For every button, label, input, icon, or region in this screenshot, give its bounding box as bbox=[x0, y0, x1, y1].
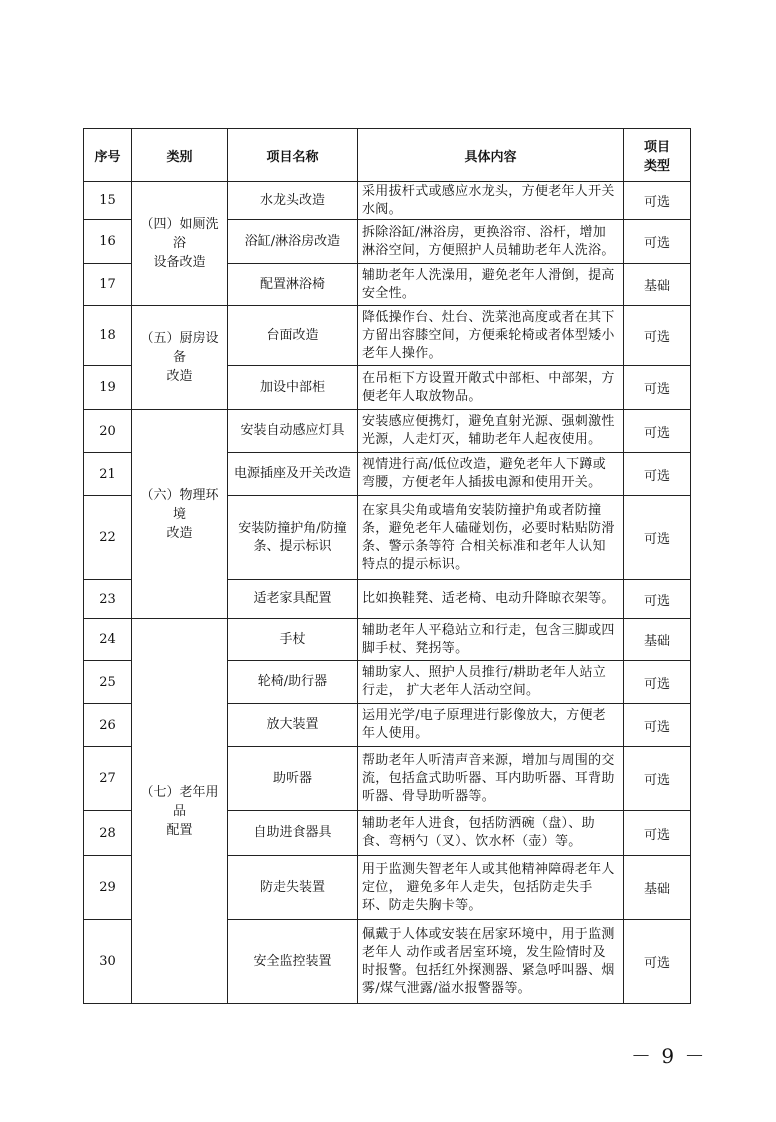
item-content: 运用光学/电子原理进行影像放大，方便老年人使用。 bbox=[358, 704, 624, 747]
item-name: 电源插座及开关改造 bbox=[228, 453, 358, 496]
item-name: 浴缸/淋浴房改造 bbox=[228, 220, 358, 264]
item-type: 可选 bbox=[624, 580, 691, 619]
row-number: 16 bbox=[84, 220, 132, 264]
item-name: 安全监控装置 bbox=[228, 920, 358, 1004]
item-name: 自助进食器具 bbox=[228, 811, 358, 856]
item-type: 可选 bbox=[624, 811, 691, 856]
item-content: 在家具尖角或墙角安装防撞护角或者防撞条，避免老年人磕碰划伤，必要时粘贴防滑条、警示条等符 合相关标准和老年人认知特点的提示标识。 bbox=[358, 496, 624, 580]
table-header-row bbox=[84, 129, 691, 182]
category-cell: （六）物理环境 改造 bbox=[132, 410, 228, 619]
item-type: 可选 bbox=[624, 747, 691, 811]
row-number: 29 bbox=[84, 856, 132, 920]
header-category: 类别 bbox=[132, 129, 228, 182]
item-content: 辅助家人、照护人员推行/耕助老年人站立行走， 扩大老年人活动空间。 bbox=[358, 661, 624, 704]
item-type: 基础 bbox=[624, 264, 691, 306]
item-name: 台面改造 bbox=[228, 306, 358, 366]
row-number: 22 bbox=[84, 496, 132, 580]
category-cell: （五）厨房设备 改造 bbox=[132, 306, 228, 410]
table-row bbox=[84, 306, 691, 366]
item-type: 可选 bbox=[624, 920, 691, 1004]
row-number: 27 bbox=[84, 747, 132, 811]
item-name: 轮椅/助行器 bbox=[228, 661, 358, 704]
item-content: 辅助老年人进食，包括防洒碗（盘）、助食、弯柄勺（叉）、饮水杯（壶）等。 bbox=[358, 811, 624, 856]
item-content: 安装感应便携灯，避免直射光源、强刺激性光源，人走灯灭，辅助老年人起夜使用。 bbox=[358, 410, 624, 453]
item-type: 可选 bbox=[624, 220, 691, 264]
row-number: 21 bbox=[84, 453, 132, 496]
item-type: 可选 bbox=[624, 453, 691, 496]
table-row bbox=[84, 182, 691, 220]
header-content: 具体内容 bbox=[358, 129, 624, 182]
header-name: 项目名称 bbox=[228, 129, 358, 182]
item-content: 用于监测失智老年人或其他精神障碍老年人定位， 避免多年人走失，包括防走失手环、防走失胸卡等。 bbox=[358, 856, 624, 920]
item-name: 水龙头改造 bbox=[228, 182, 358, 220]
item-type: 可选 bbox=[624, 661, 691, 704]
item-content: 帮助老年人听清声音来源，增加与周围的交流，包括盒式助听器、耳内助听器、耳背助听器、骨导助听器等。 bbox=[358, 747, 624, 811]
row-number: 20 bbox=[84, 410, 132, 453]
project-table bbox=[83, 128, 691, 1004]
row-number: 18 bbox=[84, 306, 132, 366]
row-number: 28 bbox=[84, 811, 132, 856]
item-name: 安装防撞护角/防撞条、提示标识 bbox=[228, 496, 358, 580]
header-type: 项目 类型 bbox=[624, 129, 691, 182]
item-name: 适老家具配置 bbox=[228, 580, 358, 619]
item-content: 采用拔杆式或感应水龙头，方便老年人开关水阀。 bbox=[358, 182, 624, 220]
item-content: 拆除浴缸/淋浴房，更换浴帘、浴杆，增加淋浴空间，方便照护人员辅助老年人洗浴。 bbox=[358, 220, 624, 264]
item-name: 助听器 bbox=[228, 747, 358, 811]
item-type: 可选 bbox=[624, 410, 691, 453]
row-number: 25 bbox=[84, 661, 132, 704]
item-name: 手杖 bbox=[228, 619, 358, 661]
item-content: 佩戴于人体或安装在居家环境中，用于监测老年人 动作或者居室环境，发生险情时及时报警。包括红外探测器、紧急呼叫器、烟雾/煤气泄露/溢水报警器等。 bbox=[358, 920, 624, 1004]
item-content: 辅助老年人平稳站立和行走，包含三脚或四脚手杖、凳拐等。 bbox=[358, 619, 624, 661]
page-number: － 9 － bbox=[631, 1044, 707, 1068]
item-type: 基础 bbox=[624, 856, 691, 920]
row-number: 15 bbox=[84, 182, 132, 220]
row-number: 23 bbox=[84, 580, 132, 619]
category-cell: （四）如厕洗浴 设备改造 bbox=[132, 182, 228, 306]
row-number: 17 bbox=[84, 264, 132, 306]
item-type: 可选 bbox=[624, 182, 691, 220]
item-name: 放大装置 bbox=[228, 704, 358, 747]
row-number: 26 bbox=[84, 704, 132, 747]
table-row bbox=[84, 619, 691, 661]
item-name: 安装自动感应灯具 bbox=[228, 410, 358, 453]
row-number: 19 bbox=[84, 366, 132, 410]
header-seq: 序号 bbox=[84, 129, 132, 182]
item-content: 降低操作台、灶台、洗菜池高度或者在其下方留出容膝空间，方便乘轮椅或者体型矮小老年人操作。 bbox=[358, 306, 624, 366]
item-name: 防走失装置 bbox=[228, 856, 358, 920]
item-type: 可选 bbox=[624, 366, 691, 410]
item-type: 基础 bbox=[624, 619, 691, 661]
item-content: 在吊柜下方设置开敞式中部柜、中部架，方便老年人取放物品。 bbox=[358, 366, 624, 410]
item-type: 可选 bbox=[624, 496, 691, 580]
item-content: 辅助老年人洗澡用，避免老年人滑倒，提高安全性。 bbox=[358, 264, 624, 306]
item-content: 视情进行高/低位改造，避免老年人下蹲或弯腰，方便老年人插拔电源和使用开关。 bbox=[358, 453, 624, 496]
item-name: 配置淋浴椅 bbox=[228, 264, 358, 306]
row-number: 30 bbox=[84, 920, 132, 1004]
item-type: 可选 bbox=[624, 306, 691, 366]
item-type: 可选 bbox=[624, 704, 691, 747]
table-row bbox=[84, 410, 691, 453]
row-number: 24 bbox=[84, 619, 132, 661]
item-name: 加设中部柜 bbox=[228, 366, 358, 410]
item-content: 比如换鞋凳、适老椅、电动升降晾衣架等。 bbox=[358, 580, 624, 619]
category-cell: （七）老年用品 配置 bbox=[132, 619, 228, 1004]
